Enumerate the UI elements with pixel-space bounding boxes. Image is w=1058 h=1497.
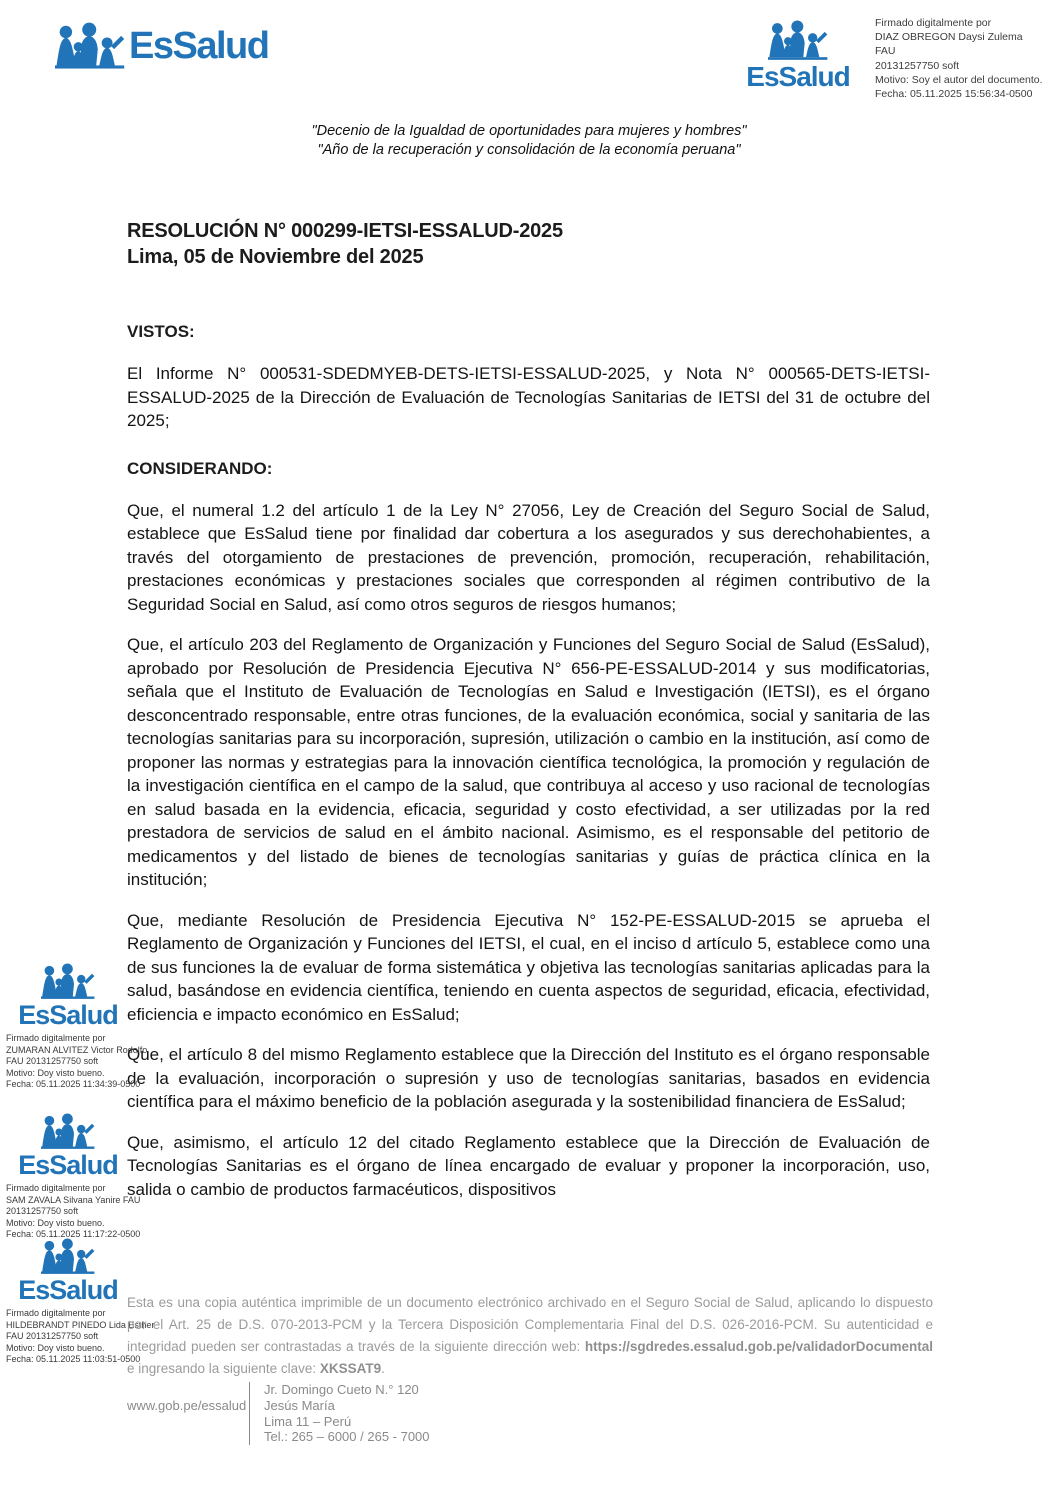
essalud-family-icon [41, 1238, 95, 1275]
signature-line: Fecha: 05.11.2025 15:56:34-0500 [875, 88, 1033, 101]
signature-line: 20131257750 soft [6, 1206, 79, 1216]
quote-decenio: "Decenio de la Igualdad de oportunidades para mujeres y hombres" [311, 123, 747, 139]
signature-line: Motivo: Doy visto bueno. [6, 1342, 105, 1353]
essalud-logo-stamp [6, 963, 130, 1031]
address-line: Tel.: 265 – 6000 / 265 - 7000 [264, 1429, 430, 1445]
digital-signature-stamp-hildebrandt [6, 1238, 155, 1366]
essalud-wordmark: EsSalud [129, 24, 269, 67]
signature-line: Firmado digitalmente por [875, 17, 992, 29]
address-line: Lima 11 – Perú [264, 1413, 352, 1429]
address-block [264, 1382, 430, 1445]
validator-key: XKSSAT9 [319, 1361, 382, 1376]
signature-line: Firmado digitalmente por [6, 1183, 106, 1193]
signature-line: 20131257750 soft [875, 59, 960, 72]
digital-signature-stamp-zumaran [6, 963, 148, 1091]
stamp-signature-text [6, 1033, 148, 1091]
signature-line: Motivo: Doy visto bueno. [6, 1067, 105, 1078]
essalud-family-icon [55, 22, 125, 70]
signature-line: FAU 20131257750 soft [6, 1331, 99, 1341]
essalud-logo-signature [748, 20, 848, 93]
signature-line: DIAZ OBREGON Daysi Zulema FAU [875, 31, 1023, 58]
essalud-wordmark: EsSalud [18, 1275, 118, 1305]
essalud-family-icon [41, 1113, 95, 1150]
digital-signature-stamp-samzavala [6, 1113, 141, 1241]
considerando-paragraph: Que, el artículo 8 del mismo Reglamento establece que la Dirección del Instituto es el órgano responsable de la evaluación, incorporación o supresión y uso de tecnologías sanitarias, basados en evidencia científica para el máximo beneficio de la población asegurada y la sostenibilidad financiera de EsSalud; [127, 1045, 930, 1111]
considerando-heading: CONSIDERANDO: [127, 458, 273, 478]
resolution-title: RESOLUCIÓN N° 000299-IETSI-ESSALUD-2025 [127, 220, 563, 242]
authenticity-text: . [381, 1361, 385, 1376]
essalud-wordmark: EsSalud [18, 1000, 118, 1030]
essalud-family-icon [41, 963, 95, 1000]
considerando-paragraph: Que, asimismo, el artículo 12 del citado Reglamento establece que la Dirección de Evaluación de Tecnologías Sanitarias es el órgano de línea encargado de evaluar y proponer la incorporación, uso, salida o cambio de productos farmacéuticos, dispositivos [127, 1132, 930, 1199]
signature-line: Firmado digitalmente por [6, 1308, 106, 1318]
signature-line: FAU 20131257750 soft [6, 1056, 99, 1066]
essalud-wordmark: EsSalud [746, 61, 850, 92]
validator-url: https://sgdredes.essalud.gob.pe/validadorDocumental [584, 1339, 933, 1354]
signature-line: Fecha: 05.11.2025 11:03:51-0500 [6, 1354, 141, 1364]
address-line: Jr. Domingo Cueto N.° 120 [264, 1382, 419, 1397]
essalud-logo-stamp [6, 1113, 130, 1181]
quote-anio: "Año de la recuperación y consolidación de la economía peruana" [317, 142, 741, 158]
authenticity-text: Esta es una copia auténtica imprimible de un documento electrónico archivado en el Seguro Social de Salud, aplicando lo dispuesto por el Art. 25 de D.S. 070-2013-PCM y la Tercera Disposición Complementaria Final del D.S. 026-2016-PCM. Su autenticidad e integridad pueden ser contrastadas a través de la siguiente dirección web: [127, 1295, 933, 1354]
signature-line: Motivo: Doy visto bueno. [6, 1217, 105, 1228]
authenticity-text: e ingresando la siguiente clave: [127, 1361, 320, 1376]
document-body [127, 218, 930, 1201]
footer-divider [249, 1382, 250, 1445]
essalud-logo-stamp [6, 1238, 130, 1306]
signature-line: Fecha: 05.11.2025 11:34:39-0500 [6, 1079, 141, 1089]
header-quotes [100, 122, 958, 160]
considerando-paragraph: Que, el numeral 1.2 del artículo 1 de la Ley N° 27056, Ley de Creación del Seguro Social de Salud, establece que EsSalud tiene por finalidad dar cobertura a los asegurados y sus derechohabientes, a través del otorgamiento de prestaciones de prevención, promoción, recuperación, rehabilitación, prestaciones económicas y prestaciones sociales que corresponden al régimen contributivo de la Seguridad Social en Salud, así como otros seguros de riesgos humanos; [127, 500, 930, 614]
considerando-paragraph: Que, el artículo 203 del Reglamento de Organización y Funciones del Seguro Social de Salud (EsSalud), aprobado por Resolución de Presidencia Ejecutiva N° 656-PE-ESSALUD-2014 y sus modificatorias, señala que el Instituto de Evaluación de Tecnologías en Salud e Investigación (IETSI), es el órgano desconcentrado responsable, entre otras funciones, de la evaluación económica, social y sanitaria de las tecnologías sanitarias para su incorporación, supresión, utilización o cambio en la institución, así como de proponer las normas y estrategias para la innovación científica tecnológica, la promoción y regulación de la investigación científica en el campo de la salud, que contribuya al acceso y uso racional de tecnologías en salud basada en la evidencia, eficacia, seguridad y costo efectividad, a ser utilizadas por la red prestadora de servicios de salud en el ámbito nacional. Asimismo, es el responsable del petitorio de medicamentos y del listado de bienes de tecnologías sanitarias y guías de práctica clínica en la institución; [127, 635, 930, 889]
essalud-logo-header [55, 22, 268, 70]
stamp-signature-text [6, 1183, 141, 1241]
contact-footer [127, 1382, 547, 1445]
signature-line: Firmado digitalmente por [6, 1033, 106, 1043]
digital-signature-author [875, 16, 1045, 101]
address-line: Jesús María [264, 1397, 335, 1413]
signature-line: ZUMARAN ALVITEZ Victor Rodolfo [6, 1044, 148, 1055]
vistos-heading: VISTOS: [127, 322, 195, 341]
signature-line: SAM ZAVALA Silvana Yanire FAU [6, 1194, 141, 1205]
signature-line: HILDEBRANDT PINEDO Lida Esther [6, 1319, 155, 1330]
stamp-signature-text [6, 1308, 155, 1366]
resolution-date: Lima, 05 de Noviembre del 2025 [127, 246, 424, 268]
website-url: www.gob.pe/essalud [127, 1398, 247, 1413]
essalud-wordmark: EsSalud [18, 1150, 118, 1180]
signature-line: Motivo: Soy el autor del documento. [875, 73, 1043, 86]
signature-line: Fecha: 05.11.2025 11:17:22-0500 [6, 1229, 141, 1239]
authenticity-notice [127, 1292, 933, 1380]
essalud-family-icon [768, 20, 828, 61]
vistos-paragraph: El Informe N° 000531-SDEDMYEB-DETS-IETSI-ESSALUD-2025, y Nota N° 000565-DETS-IETSI-ESSALUD-2025 de la Dirección de Evaluación de Tecnologías Sanitarias de IETSI del 31 de octubre del 2025; [127, 364, 930, 430]
considerando-paragraph: Que, mediante Resolución de Presidencia Ejecutiva N° 152-PE-ESSALUD-2015 se aprueba el Reglamento de Organización y Funciones del IETSI, el cual, en el inciso d artículo 5, establece como una de sus funciones la de evaluar de forma sistemática y objetiva las tecnologías sanitarias aplicadas para la salud, basándose en evidencia científica, teniendo en cuenta aspectos de seguridad, eficacia, efectividad, eficiencia e impacto económico en EsSalud; [127, 910, 930, 1024]
